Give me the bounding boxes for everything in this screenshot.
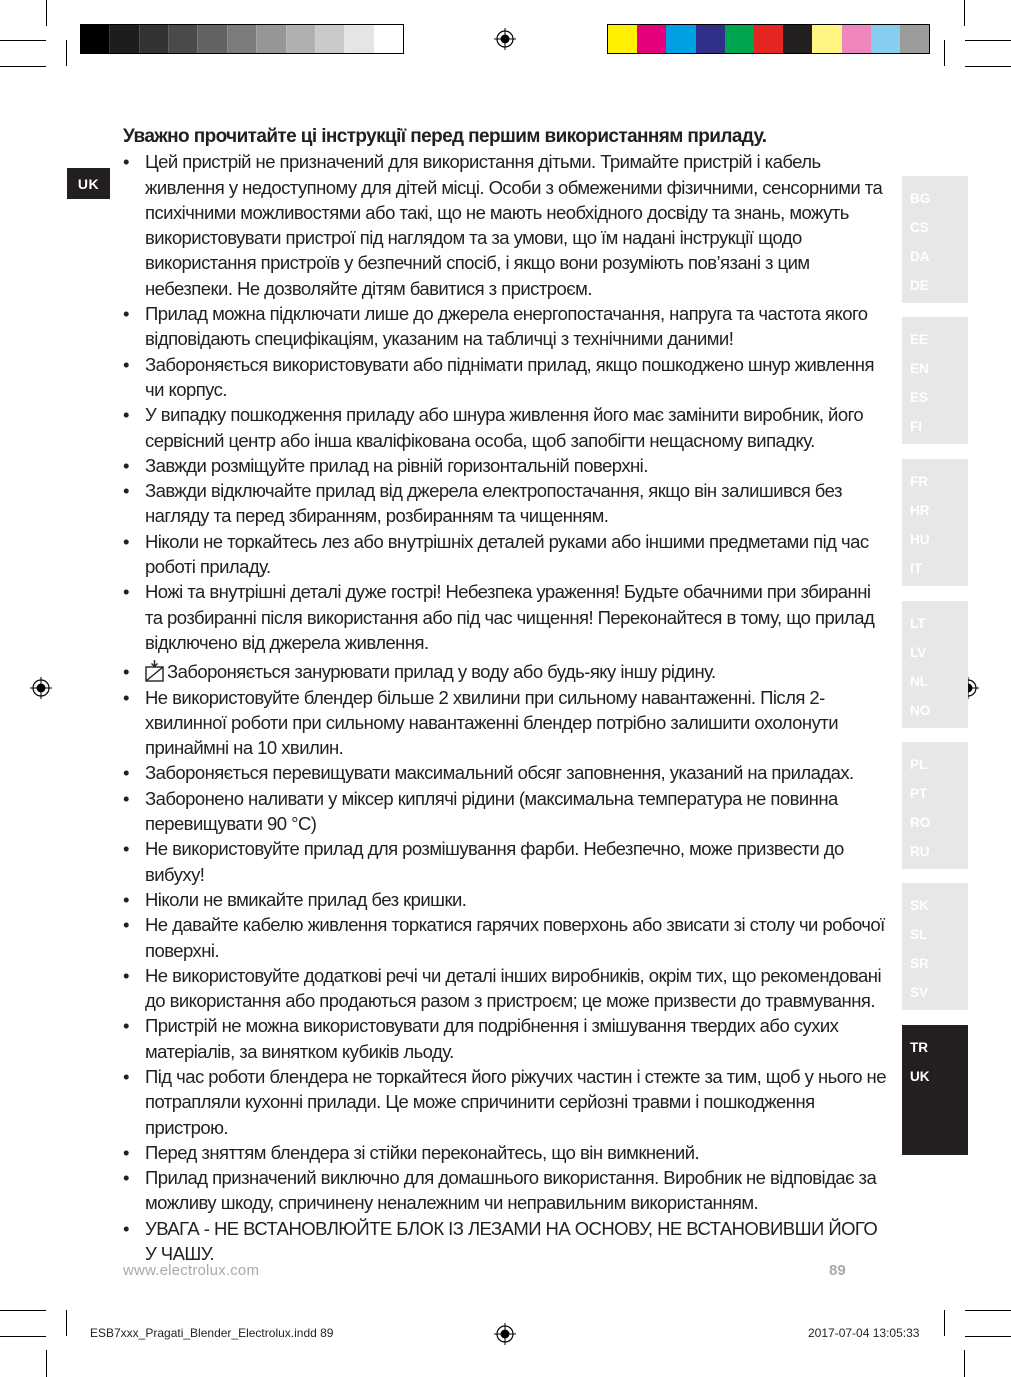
color-swatch [666, 25, 695, 53]
language-code: SK [910, 898, 929, 913]
instruction-item [123, 887, 888, 912]
safety-instructions-list [123, 149, 888, 1266]
crop-mark [46, 1350, 47, 1377]
crop-mark [66, 1310, 67, 1336]
language-code: NL [910, 674, 928, 689]
language-code: LT [910, 616, 926, 631]
color-swatch [783, 25, 812, 53]
language-code: FR [910, 474, 928, 489]
language-code: TR [910, 1040, 928, 1055]
print-slug-filename: ESB7xxx_Pragati_Blender_Electrolux.indd 89 [90, 1326, 334, 1340]
language-group [902, 883, 968, 1010]
color-swatch [842, 25, 871, 53]
instruction-text: Забороняється занурювати прилад у воду або будь-яку іншу рідину. [167, 661, 716, 683]
crop-mark [0, 66, 46, 67]
gray-swatch [227, 25, 256, 53]
instruction-item [123, 352, 888, 403]
instruction-text: Прилад можна підключати лише до джерела енергопостачання, напруга та частота якого відповідають специфікаціям, указаним на табличці з технічними даними! [145, 303, 868, 350]
language-group [902, 601, 968, 728]
footer-website: www.electrolux.com [123, 1262, 260, 1279]
instruction-text: У випадку пошкодження приладу або шнура живлення його має замінити виробник, його сервісний центр або інша кваліфікована особа, щоб запобігти нещасному випадку. [145, 404, 864, 451]
instruction-item [123, 1064, 888, 1140]
language-code: PT [910, 786, 928, 801]
grayscale-color-bar [80, 24, 404, 54]
gray-swatch [168, 25, 197, 53]
crop-mark [944, 1310, 945, 1336]
color-swatch [812, 25, 841, 53]
language-code: DE [910, 278, 929, 293]
process-color-bar [607, 24, 930, 54]
crop-mark [0, 40, 46, 41]
crop-mark [965, 1336, 1011, 1337]
language-code: DA [910, 249, 930, 264]
language-code: EN [910, 361, 929, 376]
color-swatch [900, 25, 929, 53]
instruction-item [123, 529, 888, 580]
color-swatch [725, 25, 754, 53]
language-code: LV [910, 645, 927, 660]
language-group [902, 742, 968, 869]
gray-swatch [256, 25, 285, 53]
crop-mark [965, 1310, 1011, 1311]
language-code: ES [910, 390, 929, 405]
language-code: IT [910, 561, 922, 576]
language-group [902, 459, 968, 586]
language-code: SL [910, 927, 928, 942]
instruction-item [123, 659, 888, 684]
registration-mark-icon [494, 28, 516, 50]
page-heading: Уважно прочитайте ці інструкції перед першим використанням приладу. [123, 126, 767, 147]
language-code: FI [910, 419, 922, 434]
crop-mark [964, 0, 965, 26]
instruction-item [123, 149, 888, 301]
crop-mark [46, 0, 47, 26]
page-number: 89 [829, 1262, 846, 1279]
registration-mark-icon [494, 1323, 516, 1345]
color-swatch [754, 25, 783, 53]
language-code: PL [910, 757, 928, 772]
language-code: NO [910, 703, 931, 718]
instruction-item [123, 453, 888, 478]
instruction-item [123, 1216, 888, 1267]
crop-mark [0, 1336, 46, 1337]
instruction-item [123, 402, 888, 453]
instruction-text: Ніколи не вмикайте прилад без кришки. [145, 888, 467, 910]
color-swatch [637, 25, 666, 53]
language-code: CS [910, 220, 929, 235]
gray-swatch [344, 25, 373, 53]
instruction-text: Цей пристрій не призначений для використання дітьми. Тримайте пристрій і кабель живлення у недоступному для дітей місці. Особи з обмеженими фізичними, сенсорними та психічними можливостями або такі, що не мають необхідного досвіду та знань, можуть використовувати пристрої під наглядом та за умови, що їм надані інструкції щодо використання пристроїв у безпечний спосіб, і якщо вони розуміють пов’язані з цим небезпеки. Не дозволяйте дітям бавитися з пристроєм. [145, 151, 883, 299]
instruction-item [123, 912, 888, 963]
instruction-item [123, 760, 888, 785]
language-code: UK [910, 1069, 930, 1084]
instruction-item [123, 1140, 888, 1165]
no-immersion-icon [145, 660, 165, 682]
gray-swatch [139, 25, 168, 53]
instruction-text: Ножі та внутрішні деталі дуже гострі! Небезпека ураження! Будьте обачними при збиранні та розбиранні після використання або під час чищення! Переконайтеся в тому, що прилад відключено від джерела живлення. [145, 581, 875, 653]
gray-swatch [315, 25, 344, 53]
gray-swatch [81, 25, 109, 53]
instruction-text: Не використовуйте прилад для розмішування фарби. Небезпечно, може призвести до вибуху! [145, 838, 844, 885]
language-code: SR [910, 956, 929, 971]
color-swatch [696, 25, 725, 53]
instruction-text: Заборонено наливати у міксер киплячі рідини (максимальна температура не повинна перевищувати 90 °C) [145, 787, 838, 835]
print-slug-date: 2017-07-04 13:05:33 [808, 1326, 920, 1340]
gray-swatch [197, 25, 226, 53]
instructions-section [123, 124, 888, 1266]
instruction-item [123, 836, 888, 887]
registration-mark-icon [30, 677, 52, 699]
instruction-text: УВАГА - НЕ ВСТАНОВЛЮЙТЕ БЛОК ІЗ ЛЕЗАМИ НА ОСНОВУ, НЕ ВСТАНОВИВШИ ЙОГО У ЧАШУ. [145, 1217, 878, 1265]
color-swatch [871, 25, 900, 53]
gray-swatch [286, 25, 315, 53]
instruction-item [123, 1013, 888, 1064]
instruction-text: Не використовуйте додаткові речі чи деталі інших виробників, окрім тих, що рекомендовані до використання або продаються разом з пристроєм; це може призвести до травмування. [145, 964, 882, 1012]
instruction-item [123, 1165, 888, 1216]
language-code: RU [910, 844, 930, 859]
instruction-item [123, 301, 888, 352]
instruction-text: Перед зняттям блендера зі стійки переконайтесь, що він вимкнений. [145, 1141, 700, 1163]
instruction-text: Забороняється перевищувати максимальний обсяг заповнення, указаний на приладах. [145, 762, 854, 784]
crop-mark [944, 40, 945, 66]
language-group [902, 176, 968, 303]
language-code: SV [910, 985, 929, 1000]
language-code: RO [910, 815, 931, 830]
instruction-text: Прилад призначений виключно для домашнього використання. Виробник не відповідає за можливу шкоду, спричинену неналежним чи неправильним використанням. [145, 1167, 877, 1214]
instruction-text: Не використовуйте блендер більше 2 хвилини при сильному навантаженні. Після 2-хвилинної роботи при сильному навантаженні блендер потрібно залишити охолонути принаймні на 10 хвилин. [145, 686, 838, 759]
instruction-text: Забороняється використовувати або піднімати прилад, якщо пошкоджено шнур живлення чи корпус. [145, 353, 874, 400]
instruction-text: Завжди відключайте прилад від джерела електропостачання, якщо він залишився без нагляду та перед збиранням, розбиранням та чищенням. [145, 480, 842, 527]
language-group [902, 1025, 968, 1155]
instruction-text: Пристрій не можна використовувати для подрібнення і змішування твердих або сухих матеріалів, за винятком кубиків льоду. [145, 1015, 839, 1062]
instruction-item [123, 685, 888, 761]
crop-mark [964, 1350, 965, 1377]
instruction-item [123, 579, 888, 655]
language-group [902, 317, 968, 444]
crop-mark [0, 1310, 46, 1311]
current-language-tab: UK [67, 168, 110, 199]
language-code: EE [910, 332, 929, 347]
crop-mark [965, 66, 1011, 67]
instruction-item [123, 963, 888, 1014]
instruction-text: Завжди розміщуйте прилад на рівній горизонтальній поверхні. [145, 454, 648, 476]
instruction-item [123, 478, 888, 529]
instruction-item [123, 786, 888, 837]
instruction-text: Під час роботи блендера не торкайтеся його ріжучих частин і стежте за тим, щоб у нього не потрапляли кухонні прилади. Це може спричинити серйозні травми і пошкодження пристрою. [145, 1065, 886, 1138]
language-code: HR [910, 503, 930, 518]
language-code: HU [910, 532, 930, 547]
crop-mark [66, 40, 67, 66]
gray-swatch [109, 25, 138, 53]
instruction-text: Ніколи не торкайтесь лез або внутрішніх деталей руками або іншими предметами під час роботі приладу. [145, 530, 869, 578]
language-code: BG [910, 191, 931, 206]
instruction-text: Не давайте кабелю живлення торкатися гарячих поверхонь або звисати зі столу чи робочої поверхні. [145, 914, 885, 961]
crop-mark [965, 40, 1011, 41]
color-swatch [608, 25, 637, 53]
gray-swatch [374, 25, 403, 53]
